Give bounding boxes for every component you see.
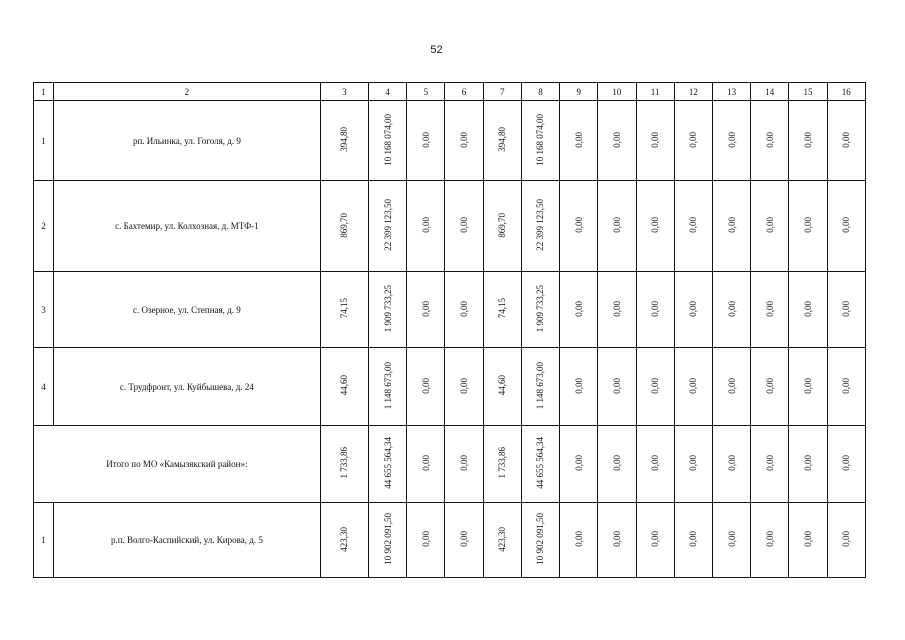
cell xyxy=(483,503,521,578)
cell-value: 0,00 xyxy=(420,131,431,148)
cell xyxy=(636,272,674,348)
cell-value: 0,00 xyxy=(420,217,431,233)
cell xyxy=(674,503,712,578)
column-header: 15 xyxy=(789,83,827,101)
table-row xyxy=(34,503,866,578)
row-number: 4 xyxy=(34,348,54,426)
cell xyxy=(751,426,789,503)
cell-value: 0,00 xyxy=(650,300,661,317)
cell xyxy=(712,348,750,426)
cell xyxy=(521,272,559,348)
cell-value: 0,00 xyxy=(420,455,431,471)
cell xyxy=(560,101,598,181)
row-address: р.п. Волго-Каспийский, ул. Кирова, д. 5 xyxy=(54,503,321,578)
column-header: 8 xyxy=(521,83,559,101)
cell-value: 0,00 xyxy=(459,455,470,471)
cell-value: 0,00 xyxy=(611,131,622,148)
cell-value: 0,00 xyxy=(841,217,852,233)
cell-value: 0,00 xyxy=(459,531,470,547)
cell xyxy=(674,348,712,426)
cell-area xyxy=(320,503,368,578)
cell xyxy=(674,181,712,272)
cell-value: 0,00 xyxy=(420,300,431,317)
cell-value: 0,00 xyxy=(611,377,622,394)
table-row xyxy=(34,181,866,272)
cell-value: 0,00 xyxy=(573,531,584,547)
cell-area xyxy=(320,426,368,503)
cell xyxy=(827,348,865,426)
cell-value: 0,00 xyxy=(611,217,622,233)
cell xyxy=(636,503,674,578)
cell-value: 0,00 xyxy=(688,300,699,317)
cell-value: 0,00 xyxy=(803,300,813,317)
cell xyxy=(827,272,865,348)
cell xyxy=(407,101,445,181)
cell-value: 0,00 xyxy=(841,377,852,394)
cell xyxy=(674,272,712,348)
cell-value: 1 148 673,00 xyxy=(535,361,546,410)
cell-value: 0,00 xyxy=(459,217,470,233)
cell xyxy=(827,503,865,578)
cell xyxy=(598,272,636,348)
cell-value: 0,00 xyxy=(650,455,661,471)
cell-value: 0,00 xyxy=(611,300,622,317)
total-label: Итого по МО «Камызякский район»: xyxy=(34,426,321,503)
cell-value: 10 902 091,50 xyxy=(382,513,393,565)
column-header: 14 xyxy=(751,83,789,101)
cell-value: 0,00 xyxy=(573,377,584,394)
cell xyxy=(445,181,483,272)
cell-value: 0,00 xyxy=(459,377,470,394)
column-header: 12 xyxy=(674,83,712,101)
data-table xyxy=(33,82,866,578)
cell-value: 423,30 xyxy=(339,526,350,552)
cell-value: 0,00 xyxy=(420,531,431,547)
column-number-row xyxy=(34,83,866,101)
table-row xyxy=(34,272,866,348)
cell xyxy=(598,426,636,503)
cell-value: 869,70 xyxy=(339,212,350,238)
cell-value: 0,00 xyxy=(764,300,775,317)
table-row xyxy=(34,101,866,181)
cell-value: 0,00 xyxy=(803,377,813,394)
cell-value: 0,00 xyxy=(650,531,661,547)
cell-value: 0,00 xyxy=(650,217,661,233)
cell-area xyxy=(320,101,368,181)
cell xyxy=(712,503,750,578)
cell xyxy=(483,272,521,348)
cell-cost xyxy=(368,503,406,578)
cell-value: 0,00 xyxy=(764,377,775,394)
cell-value: 1 148 673,00 xyxy=(382,361,393,410)
cell-value: 394,80 xyxy=(497,127,508,152)
cell xyxy=(407,503,445,578)
cell xyxy=(598,101,636,181)
cell xyxy=(789,503,827,578)
cell-value: 0,00 xyxy=(764,531,775,547)
row-number: 3 xyxy=(34,272,54,348)
cell xyxy=(789,272,827,348)
cell-value: 0,00 xyxy=(764,455,775,471)
cell-value: 0,00 xyxy=(573,300,584,317)
cell xyxy=(483,348,521,426)
cell xyxy=(445,101,483,181)
cell xyxy=(560,503,598,578)
cell-value: 0,00 xyxy=(726,217,737,233)
cell-value: 44,60 xyxy=(497,375,508,396)
column-header: 4 xyxy=(368,83,406,101)
cell xyxy=(789,348,827,426)
cell xyxy=(674,101,712,181)
cell xyxy=(789,426,827,503)
cell-value: 44 655 564,34 xyxy=(535,437,546,489)
cell-value: 10 902 091,50 xyxy=(535,513,546,565)
cell-value: 22 399 123,50 xyxy=(382,199,393,251)
row-number: 2 xyxy=(34,181,54,272)
cell-value: 0,00 xyxy=(420,377,431,394)
column-header: 5 xyxy=(407,83,445,101)
cell xyxy=(407,181,445,272)
cell xyxy=(483,101,521,181)
cell xyxy=(827,101,865,181)
cell xyxy=(445,503,483,578)
cell xyxy=(751,272,789,348)
cell-value: 0,00 xyxy=(688,377,699,394)
cell xyxy=(521,181,559,272)
cell-value: 0,00 xyxy=(688,455,699,471)
cell-value: 10 168 074,00 xyxy=(535,113,546,166)
cell-value: 22 399 123,50 xyxy=(535,199,546,251)
cell-cost xyxy=(368,272,406,348)
cell xyxy=(598,503,636,578)
row-address: рп. Ильинка, ул. Гоголя, д. 9 xyxy=(54,101,321,181)
cell xyxy=(560,272,598,348)
cell-area xyxy=(320,272,368,348)
column-header: 6 xyxy=(445,83,483,101)
cell-value: 0,00 xyxy=(726,531,737,547)
cell-value: 0,00 xyxy=(764,217,775,233)
cell-value: 0,00 xyxy=(650,131,661,148)
cell xyxy=(827,426,865,503)
cell xyxy=(751,348,789,426)
cell xyxy=(407,272,445,348)
cell xyxy=(598,181,636,272)
cell-value: 1 733,86 xyxy=(339,447,350,479)
column-header: 11 xyxy=(636,83,674,101)
row-number: 1 xyxy=(34,101,54,181)
cell xyxy=(789,101,827,181)
cell xyxy=(521,426,559,503)
cell xyxy=(560,348,598,426)
cell-value: 0,00 xyxy=(573,131,584,148)
cell-value: 0,00 xyxy=(726,131,737,148)
cell-value: 0,00 xyxy=(573,217,584,233)
cell-cost xyxy=(368,101,406,181)
row-number: 1 xyxy=(34,503,54,578)
cell-value: 0,00 xyxy=(726,300,737,317)
cell xyxy=(636,426,674,503)
cell-area xyxy=(320,181,368,272)
cell xyxy=(598,348,636,426)
cell-value: 0,00 xyxy=(841,455,852,471)
cell-value: 0,00 xyxy=(803,455,813,471)
column-header: 10 xyxy=(598,83,636,101)
row-address: с. Озерное, ул. Степная, д. 9 xyxy=(54,272,321,348)
column-header: 2 xyxy=(54,83,321,101)
cell-value: 394,80 xyxy=(339,127,350,152)
cell xyxy=(521,101,559,181)
cell xyxy=(712,426,750,503)
cell-cost xyxy=(368,348,406,426)
cell xyxy=(521,348,559,426)
cell-value: 0,00 xyxy=(726,377,737,394)
cell xyxy=(636,181,674,272)
column-header: 9 xyxy=(560,83,598,101)
cell-value: 0,00 xyxy=(841,300,852,317)
cell-value: 44 655 564,34 xyxy=(382,437,393,489)
cell-value: 1 909 733,25 xyxy=(535,284,546,333)
cell xyxy=(407,348,445,426)
cell xyxy=(636,348,674,426)
table-row xyxy=(34,348,866,426)
column-header: 13 xyxy=(712,83,750,101)
cell-value: 0,00 xyxy=(459,131,470,148)
cell-value: 0,00 xyxy=(650,377,661,394)
cell-value: 0,00 xyxy=(803,531,813,547)
cell-value: 0,00 xyxy=(688,131,699,148)
cell xyxy=(751,101,789,181)
cell-value: 0,00 xyxy=(573,455,584,471)
cell xyxy=(636,101,674,181)
cell-value: 423,30 xyxy=(497,526,508,552)
cell-value: 10 168 074,00 xyxy=(382,113,393,166)
cell-value: 0,00 xyxy=(611,531,622,547)
cell xyxy=(483,426,521,503)
cell-value: 74,15 xyxy=(497,298,508,319)
column-header: 3 xyxy=(320,83,368,101)
cell xyxy=(483,181,521,272)
cell-area xyxy=(320,348,368,426)
cell xyxy=(445,272,483,348)
cell xyxy=(712,101,750,181)
cell xyxy=(521,503,559,578)
column-header: 7 xyxy=(483,83,521,101)
cell xyxy=(445,348,483,426)
cell-value: 1 909 733,25 xyxy=(382,284,393,333)
cell xyxy=(789,181,827,272)
cell-value: 0,00 xyxy=(764,131,775,148)
cell xyxy=(674,426,712,503)
cell-value: 0,00 xyxy=(841,531,852,547)
cell-cost xyxy=(368,426,406,503)
cell-value: 0,00 xyxy=(803,131,813,148)
cell-value: 44,60 xyxy=(339,375,350,396)
cell xyxy=(445,426,483,503)
cell xyxy=(712,272,750,348)
cell-value: 74,15 xyxy=(339,298,350,319)
row-address: с. Бахтемир, ул. Колхозная, д. МТФ-1 xyxy=(54,181,321,272)
cell-value: 869,70 xyxy=(497,212,508,238)
cell xyxy=(827,181,865,272)
column-header: 1 xyxy=(34,83,54,101)
cell xyxy=(407,426,445,503)
column-header: 16 xyxy=(827,83,865,101)
cell-value: 0,00 xyxy=(841,131,852,148)
cell-value: 0,00 xyxy=(803,217,813,233)
cell-value: 0,00 xyxy=(688,531,699,547)
page-number: 52 xyxy=(430,44,443,56)
cell-value: 0,00 xyxy=(611,455,622,471)
cell-value: 0,00 xyxy=(459,300,470,317)
total-row xyxy=(34,426,866,503)
cell-cost xyxy=(368,181,406,272)
row-address: с. Трудфронт, ул. Куйбышева, д. 24 xyxy=(54,348,321,426)
cell xyxy=(751,503,789,578)
cell xyxy=(560,426,598,503)
cell-value: 0,00 xyxy=(688,217,699,233)
cell xyxy=(560,181,598,272)
cell xyxy=(751,181,789,272)
cell-value: 1 733,86 xyxy=(497,447,508,479)
cell-value: 0,00 xyxy=(726,455,737,471)
cell xyxy=(712,181,750,272)
